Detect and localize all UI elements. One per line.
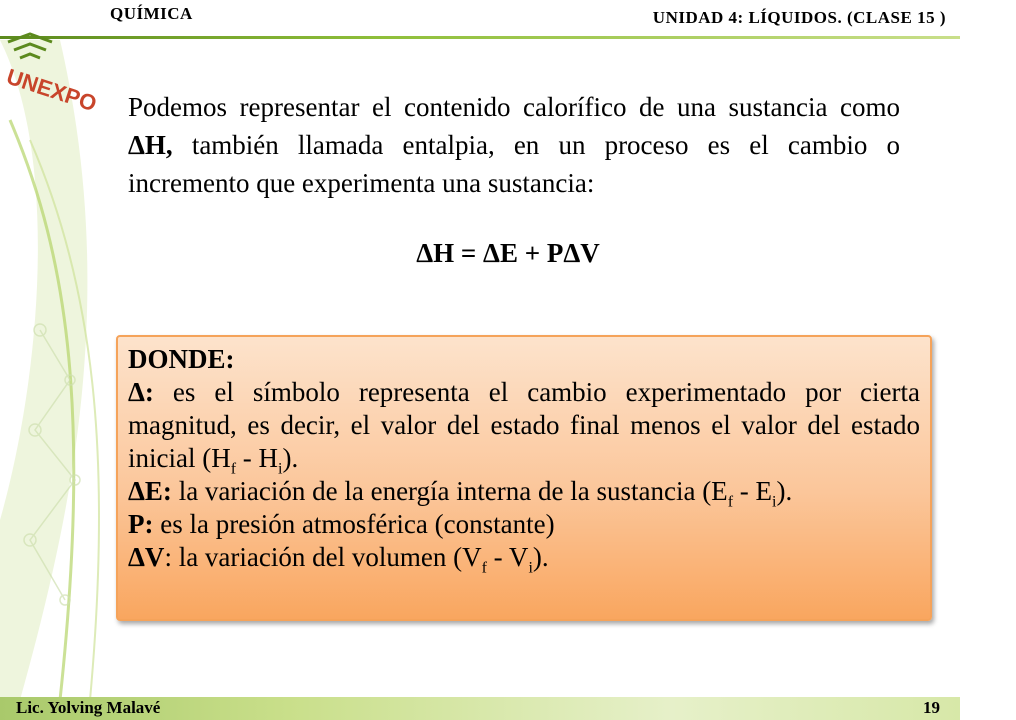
subject-label: QUÍMICA [110,4,193,23]
subscript: f [727,493,734,511]
definition-deltaE-mid: - E [733,476,772,506]
subscript: i [772,493,777,511]
header-bar [0,0,960,36]
definition-delta-end: ). [282,443,299,473]
definition-deltaV [128,541,920,577]
definition-deltaE-end: ). [776,476,793,506]
subscript: i [528,559,533,577]
definition-deltaE-term: ΔE: [128,476,172,506]
unexpo-logo [0,32,100,127]
definition-deltaE [128,475,920,511]
definition-delta [128,376,920,478]
subscript: i [278,460,283,478]
definition-deltaV-mid: - V [486,542,529,572]
definition-P-term: P: [128,509,154,539]
author-name: Lic. Yolving Malavé [16,698,161,717]
intro-paragraph [128,88,900,202]
definition-deltaV-term: ΔV [128,542,165,572]
definitions-box [116,335,932,621]
unit-title: UNIDAD 4: LÍQUIDOS. (CLASE 15 ) [652,8,946,27]
subscript: f [481,559,487,577]
definition-deltaV-text: : la variación del volumen (V [164,542,482,572]
intro-bold-term: ΔH, [128,130,173,160]
intro-text-2: también llamada entalpia, en un proceso es el cambio o incremento que experimenta una sustancia: [128,130,900,198]
definitions-title: DONDE: [128,344,235,374]
definition-P-text: es la presión atmosférica (constante) [153,509,555,539]
definition-P [128,508,920,541]
intro-text-1: Podemos representar el contenido calorífico de una sustancia como [128,92,900,122]
footer-bar [0,697,960,720]
definition-deltaV-end: ). [532,542,549,572]
page-number: 19 [923,698,940,717]
definition-deltaE-text: la variación de la energía interna de la sustancia (E [171,476,728,506]
definition-delta-mid: - H [236,443,279,473]
svg-text:UNEXPO: UNEXPO [3,63,100,117]
definition-delta-term: Δ: [128,377,154,407]
enthalpy-equation: ΔH = ΔE + PΔV [416,238,600,268]
header-divider [0,36,960,39]
subscript: f [230,460,237,478]
definition-delta-text: es el símbolo representa el cambio experimentado por cierta magnitud, es decir, el valor del estado final menos el valor del estado inicial (H [128,377,920,473]
